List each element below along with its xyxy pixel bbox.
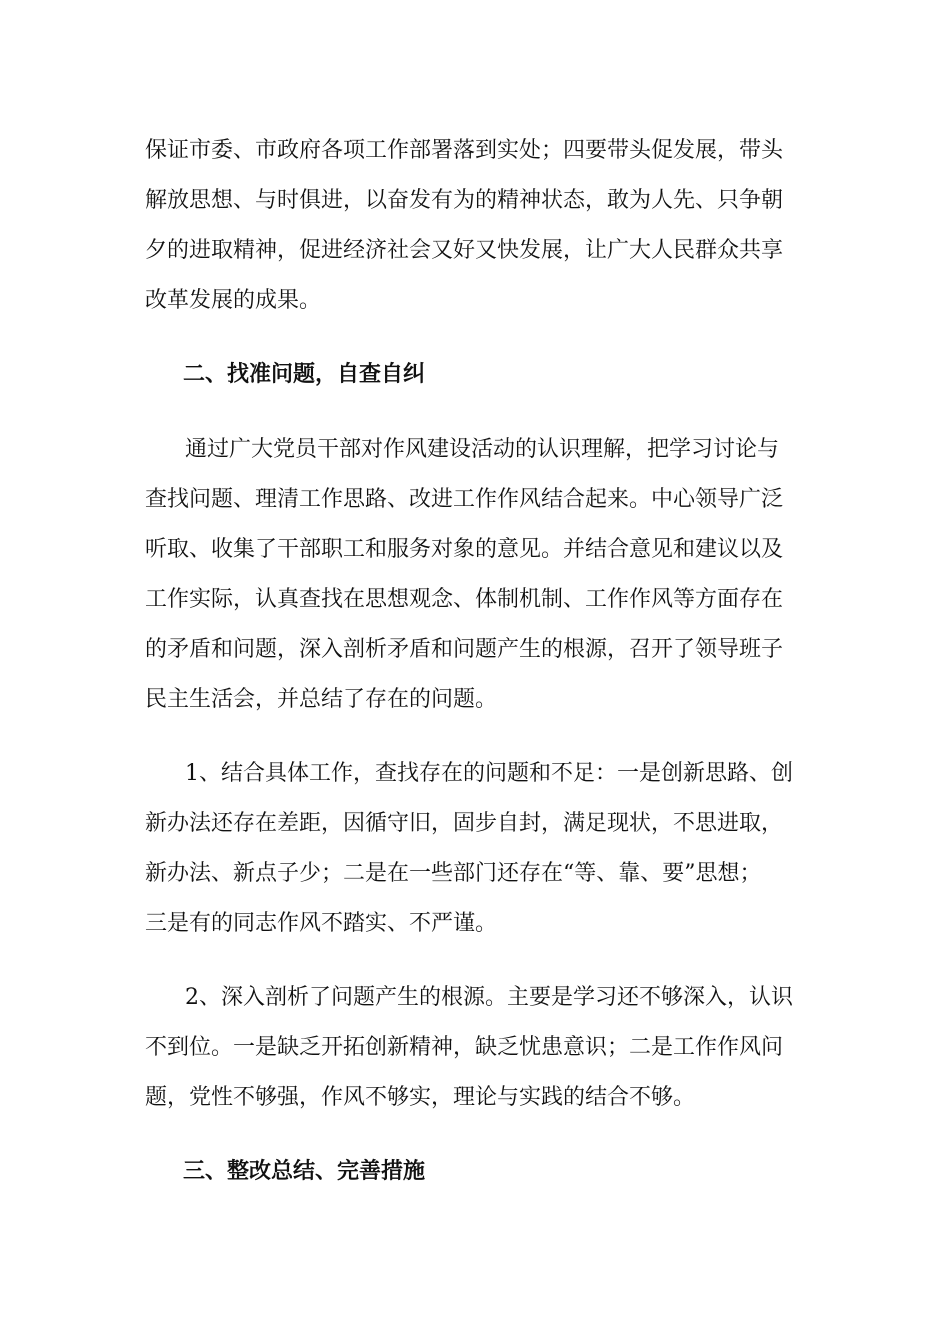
paragraph-line: 查找问题、理清工作思路、改进工作作风结合起来。中心领导广泛 <box>145 487 784 512</box>
paragraph-line: 不到位。一是缺乏开拓创新精神，缺乏忧患意识；二是工作作风问 <box>145 1035 784 1060</box>
paragraph-line: 1、结合具体工作，查找存在的问题和不足：一是创新思路、创 <box>185 761 793 786</box>
paragraph-line: 的矛盾和问题，深入剖析矛盾和问题产生的根源，召开了领导班子 <box>145 637 784 662</box>
paragraph-line: 通过广大党员干部对作风建设活动的认识理解，把学习讨论与 <box>185 437 780 462</box>
paragraph-line: 新办法还存在差距，因循守旧，固步自封，满足现状，不思进取， <box>145 811 784 836</box>
section-heading-3: 三、整改总结、完善措施 <box>183 1159 426 1184</box>
paragraph-line: 改革发展的成果。 <box>145 288 322 313</box>
paragraph-line: 保证市委、市政府各项工作部署落到实处；四要带头促发展，带头 <box>145 138 784 163</box>
paragraph-line: 题，党性不够强，作风不够实，理论与实践的结合不够。 <box>145 1085 696 1110</box>
paragraph-line: 听取、收集了干部职工和服务对象的意见。并结合意见和建议以及 <box>145 537 784 562</box>
paragraph-line: 工作实际，认真查找在思想观念、体制机制、工作作风等方面存在 <box>145 587 784 612</box>
paragraph-line: 夕的进取精神，促进经济社会又好又快发展，让广大人民群众共享 <box>145 238 784 263</box>
section-heading-2: 二、找准问题，自查自纠 <box>183 362 426 387</box>
paragraph-line: 2、深入剖析了问题产生的根源。主要是学习还不够深入，认识 <box>185 985 793 1010</box>
paragraph-line: 新办法、新点子少；二是在一些部门还存在“等、靠、要”思想； <box>145 861 762 886</box>
paragraph-line: 三是有的同志作风不踏实、不严谨。 <box>145 911 498 936</box>
paragraph-line: 解放思想、与时俱进，以奋发有为的精神状态，敢为人先、只争朝 <box>145 188 784 213</box>
paragraph-line: 民主生活会，并总结了存在的问题。 <box>145 687 498 712</box>
